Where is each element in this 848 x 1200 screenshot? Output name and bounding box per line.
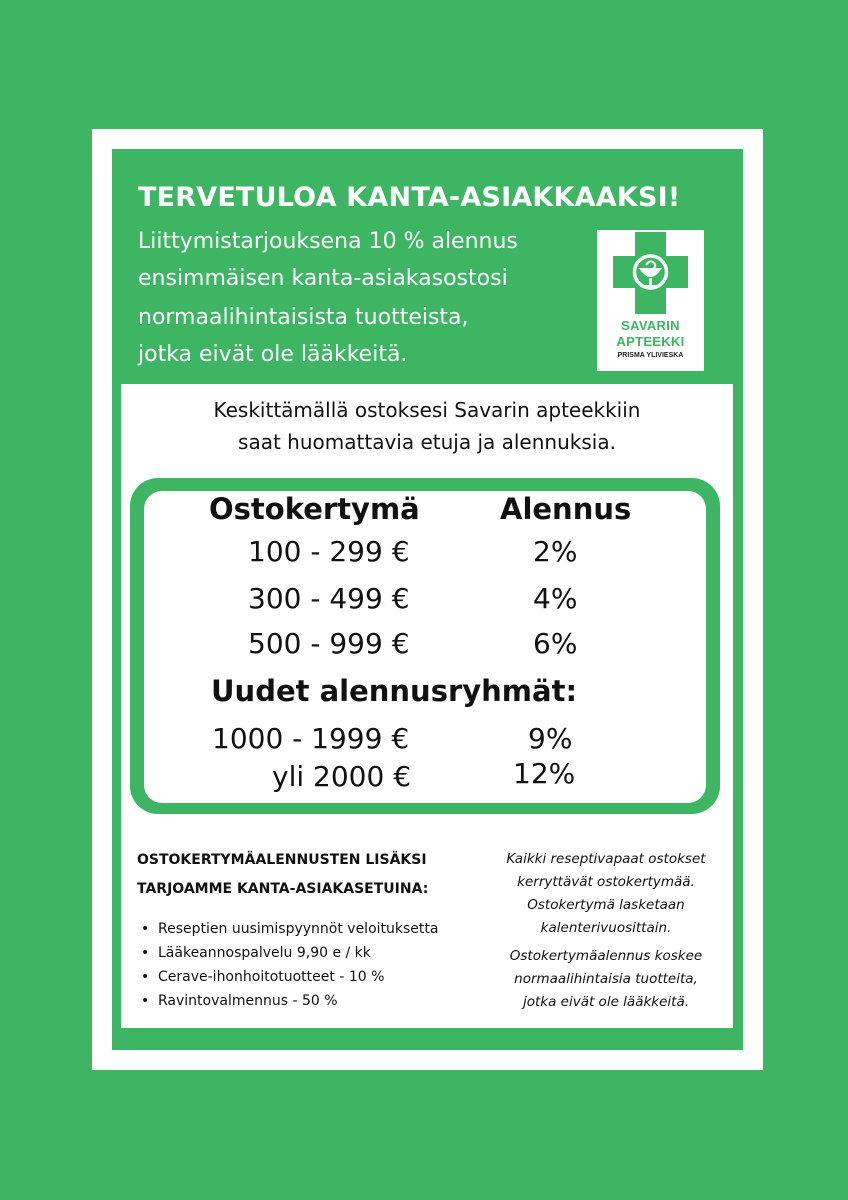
offer-line-1: Liittymistarjouksena 10 % alennus [138,229,518,254]
note-line: jotka eivät ole lääkkeitä. [522,994,690,1010]
note-line: normaalihintaisia tuotteita, [514,971,698,987]
intro-line-2: saat huomattavia etuja ja alennuksia. [238,430,616,454]
offer-line-3: normaalihintaisista tuotteista, [138,305,469,330]
note-line: kerryttävät ostokertymää. [517,874,695,890]
new-groups-title: Uudet alennusryhmät: [211,674,578,708]
benefit-item [141,921,438,937]
logo-line-savarin: SAVARIN [621,318,680,333]
bullet: • [141,921,150,937]
benefit-text: Cerave-ihonhoitotuotteet - 10 % [158,969,385,985]
note-line: Kaikki reseptivapaat ostokset [506,851,706,867]
benefit-text: Reseptien uusimispyynnöt veloituksetta [158,921,439,937]
benefit-item [141,993,338,1009]
note-line: Ostokertymä lasketaan [527,897,685,913]
benefit-item [141,969,384,985]
tier-rate: 9% [528,722,573,755]
intro-line-1: Keskittämällä ostoksesi Savarin apteekkiin [213,398,641,422]
tier-range: 500 - 999 € [248,627,410,660]
bullet: • [141,993,150,1009]
discount-panel [144,491,706,803]
tier-rate: 6% [533,627,578,660]
offer-line-2: ensimmäisen kanta-asiakasostosi [138,266,508,291]
tier-rate: 12% [513,757,576,790]
logo-line-location: PRISMA YLIVIESKA [617,352,684,359]
note-line: Ostokertymäalennus koskee [509,948,703,964]
bullet: • [141,945,150,961]
benefit-item [141,945,371,961]
benefits-title-line-2: TARJOAMME KANTA-ASIAKASETUINA: [137,881,429,897]
benefit-text: Ravintovalmennus - 50 % [158,993,338,1009]
headline: TERVETULOA KANTA-ASIAKKAAKSI! [138,182,681,213]
tier-range: 300 - 499 € [248,582,410,615]
tier-range: yli 2000 € [272,760,412,793]
bullet: • [141,969,150,985]
pharmacy-cross-bowl-serpent-icon [613,232,688,314]
logo-line-apteekki: APTEEKKI [616,334,685,349]
benefit-text: Lääkeannospalvelu 9,90 e / kk [158,945,371,961]
note-line: kalenterivuosittain. [540,920,672,936]
tier-range: 100 - 299 € [248,535,410,568]
col-head-purchases: Ostokertymä [209,492,420,526]
pharmacy-logo [597,230,704,371]
tier-rate: 2% [533,535,578,568]
col-head-discount: Alennus [500,492,632,526]
benefits-title-line-1: OSTOKERTYMÄALENNUSTEN LISÄKSI [137,852,427,868]
tier-range: 1000 - 1999 € [212,722,410,755]
tier-rate: 4% [533,582,578,615]
offer-line-4: jotka eivät ole lääkkeitä. [138,342,408,367]
